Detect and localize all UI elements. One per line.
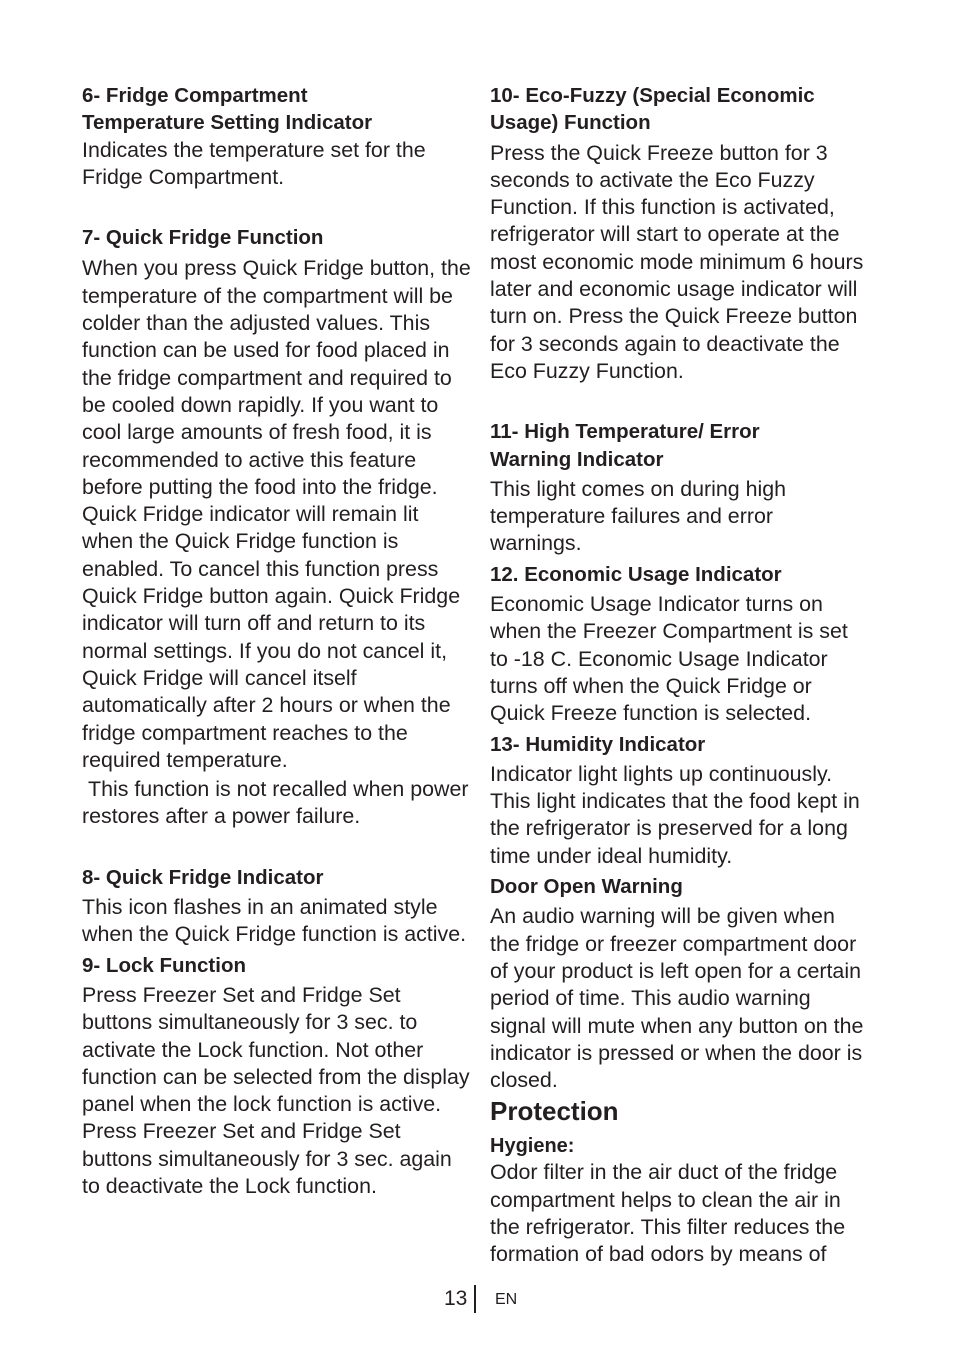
section-body: This icon flashes in an animated style when the Quick Fridge function is active. [82, 895, 467, 947]
section-quick-fridge-indicator [82, 864, 472, 949]
section-title: 12. Economic Usage Indicator [490, 562, 782, 586]
section-body: Press the Quick Freeze button for 3 seconds to activate the Eco Fuzzy Function. If this function is activated, refrigerator will start to operate at the most economic mode minimum 6 hours later and economic usage indicator will turn on. Press the Quick Freeze button for 3 seconds again to deactivate the Eco Fuzzy Function. [490, 140, 864, 383]
section-eco-fuzzy [490, 82, 870, 385]
left-column [82, 82, 472, 1200]
section-economic-usage-indicator [490, 561, 870, 728]
section-title: 8- Quick Fridge Indicator [82, 865, 324, 889]
section-title: 11- High Temperature/ Error Warning Indicator [490, 420, 760, 471]
page-number: 13 [444, 1287, 468, 1310]
section-body-note: This function is not recalled when power restores after a power failure. [82, 777, 469, 829]
section-humidity-indicator [490, 731, 870, 870]
right-column [490, 82, 870, 1269]
page-footer [0, 1285, 954, 1315]
section-title: 13- Humidity Indicator [490, 732, 706, 756]
section-fridge-temp-indicator [82, 82, 472, 191]
section-body: When you press Quick Fridge button, the temperature of the compartment will be colder than the adjusted values. This function can be used for food placed in the fridge compartment and required to be cooled down rapidly. If you want to cool large amounts of fresh food, it is recommended to active this feature before putting the food into the fridge. Quick Fridge indicator will remain lit when the Quick Fridge function is enabled. To cancel this function press Quick Fridge button again. Quick Fridge indicator will turn off and return to its normal settings. If you do not cancel it, Quick Fridge will cancel itself automatically after 2 hours or when the fridge compartment reaches to the required temperature. [82, 256, 471, 772]
hygiene-body: Odor filter in the air duct of the fridge compartment helps to clean the air in the refrigerator. This filter reduces the formation of bad odors by means of [490, 1160, 846, 1267]
section-title: 9- Lock Function [82, 953, 246, 977]
section-body: Indicates the temperature set for the Fridge Compartment. [82, 137, 426, 189]
section-protection [490, 1096, 870, 1268]
protection-heading: Protection [490, 1096, 619, 1127]
section-lock-function [82, 952, 472, 1201]
section-body: Press Freezer Set and Fridge Set buttons simultaneously for 3 sec. to activate the Lock function. Not other function can be selected from the display panel when the lock function is active. Press Freezer Set and Fridge Set buttons simultaneously for 3 sec. again to deactivate the Lock function. [82, 982, 470, 1198]
section-quick-fridge-function [82, 224, 472, 831]
section-high-temp-warning [490, 418, 870, 557]
section-body: An audio warning will be given when the fridge or freezer compartment door of your product is left open for a certain period of time. This audio warning signal will mute when any button on the indicator is pressed or when the door is closed. [490, 904, 864, 1093]
section-body: Economic Usage Indicator turns on when the Freezer Compartment is set to -18 C. Economic Usage Indicator turns off when the Quick Fridge or Quick Freeze function is selected. [490, 592, 848, 726]
footer-divider [474, 1285, 476, 1313]
section-title: 10- Eco-Fuzzy (Special Economic Usage) Function [490, 84, 815, 135]
section-title: 6- Fridge Compartment Temperature Setting Indicator [82, 84, 373, 135]
section-body: This light comes on during high temperature failures and error warnings. [490, 476, 787, 556]
section-body: Indicator light lights up continuously. This light indicates that the food kept in the refrigerator is preserved for a long time under ideal humidity. [490, 761, 860, 868]
section-door-open-warning [490, 873, 870, 1094]
hygiene-title: Hygiene: [490, 1135, 575, 1158]
section-title: Door Open Warning [490, 875, 683, 899]
language-code: EN [495, 1291, 518, 1308]
section-title: 7- Quick Fridge Function [82, 226, 324, 250]
